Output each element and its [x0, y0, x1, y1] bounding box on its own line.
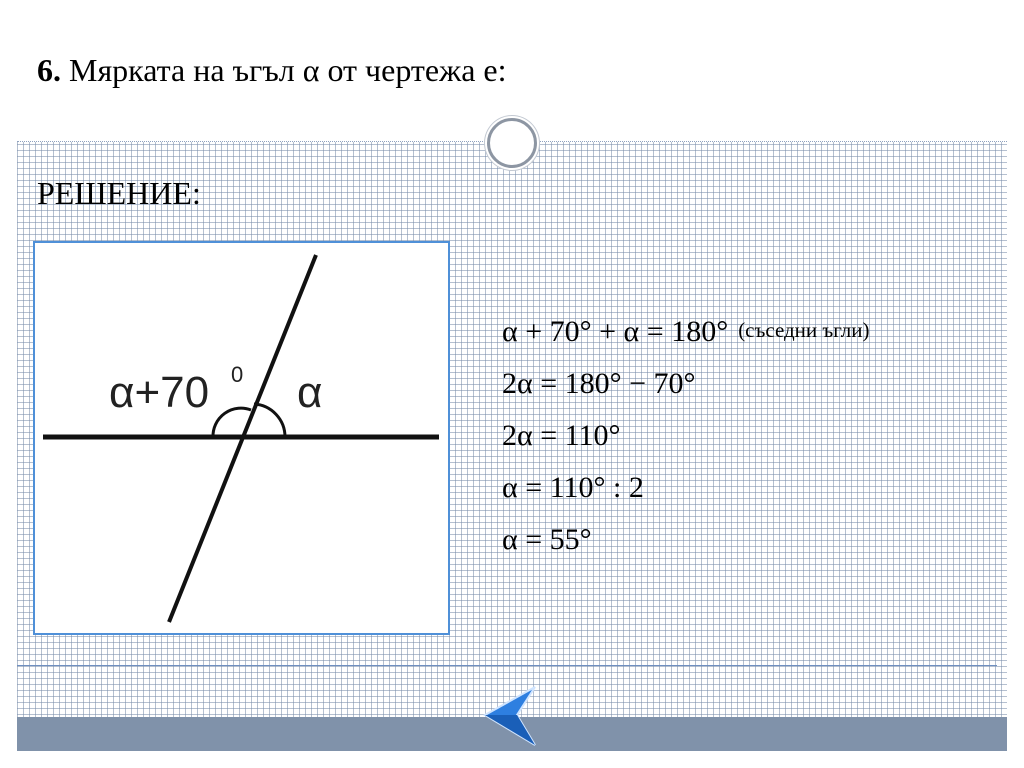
equation-line-1 — [502, 315, 870, 349]
label-alpha: α — [297, 368, 323, 417]
equation-line-5: α = 55° — [502, 523, 592, 556]
back-arrow-icon[interactable] — [481, 685, 541, 751]
equation-line-2: 2α = 180° − 70° — [502, 367, 696, 400]
solution-heading: РЕШЕНИЕ: — [37, 175, 201, 211]
equation-line-3: 2α = 110° — [502, 419, 621, 452]
circle-ornament-icon — [487, 118, 537, 168]
label-degree-superscript: 0 — [231, 362, 244, 387]
angle-drawing — [35, 243, 448, 633]
equation-note: (съседни ъгли) — [738, 318, 870, 342]
separator-line — [17, 665, 997, 666]
problem-text: Мярката на ъгъл α от чертежа е: — [61, 52, 507, 88]
slide — [17, 17, 1007, 751]
angle-arc-right — [254, 404, 285, 437]
problem-number: 6. — [37, 52, 61, 88]
equation-line-4: α = 110° : 2 — [502, 471, 644, 504]
equation-1-text: α + 70° + α = 180° — [502, 315, 729, 348]
problem-title — [37, 52, 507, 89]
label-alpha-plus-70: α+70 — [109, 368, 210, 417]
angle-figure — [33, 241, 450, 635]
